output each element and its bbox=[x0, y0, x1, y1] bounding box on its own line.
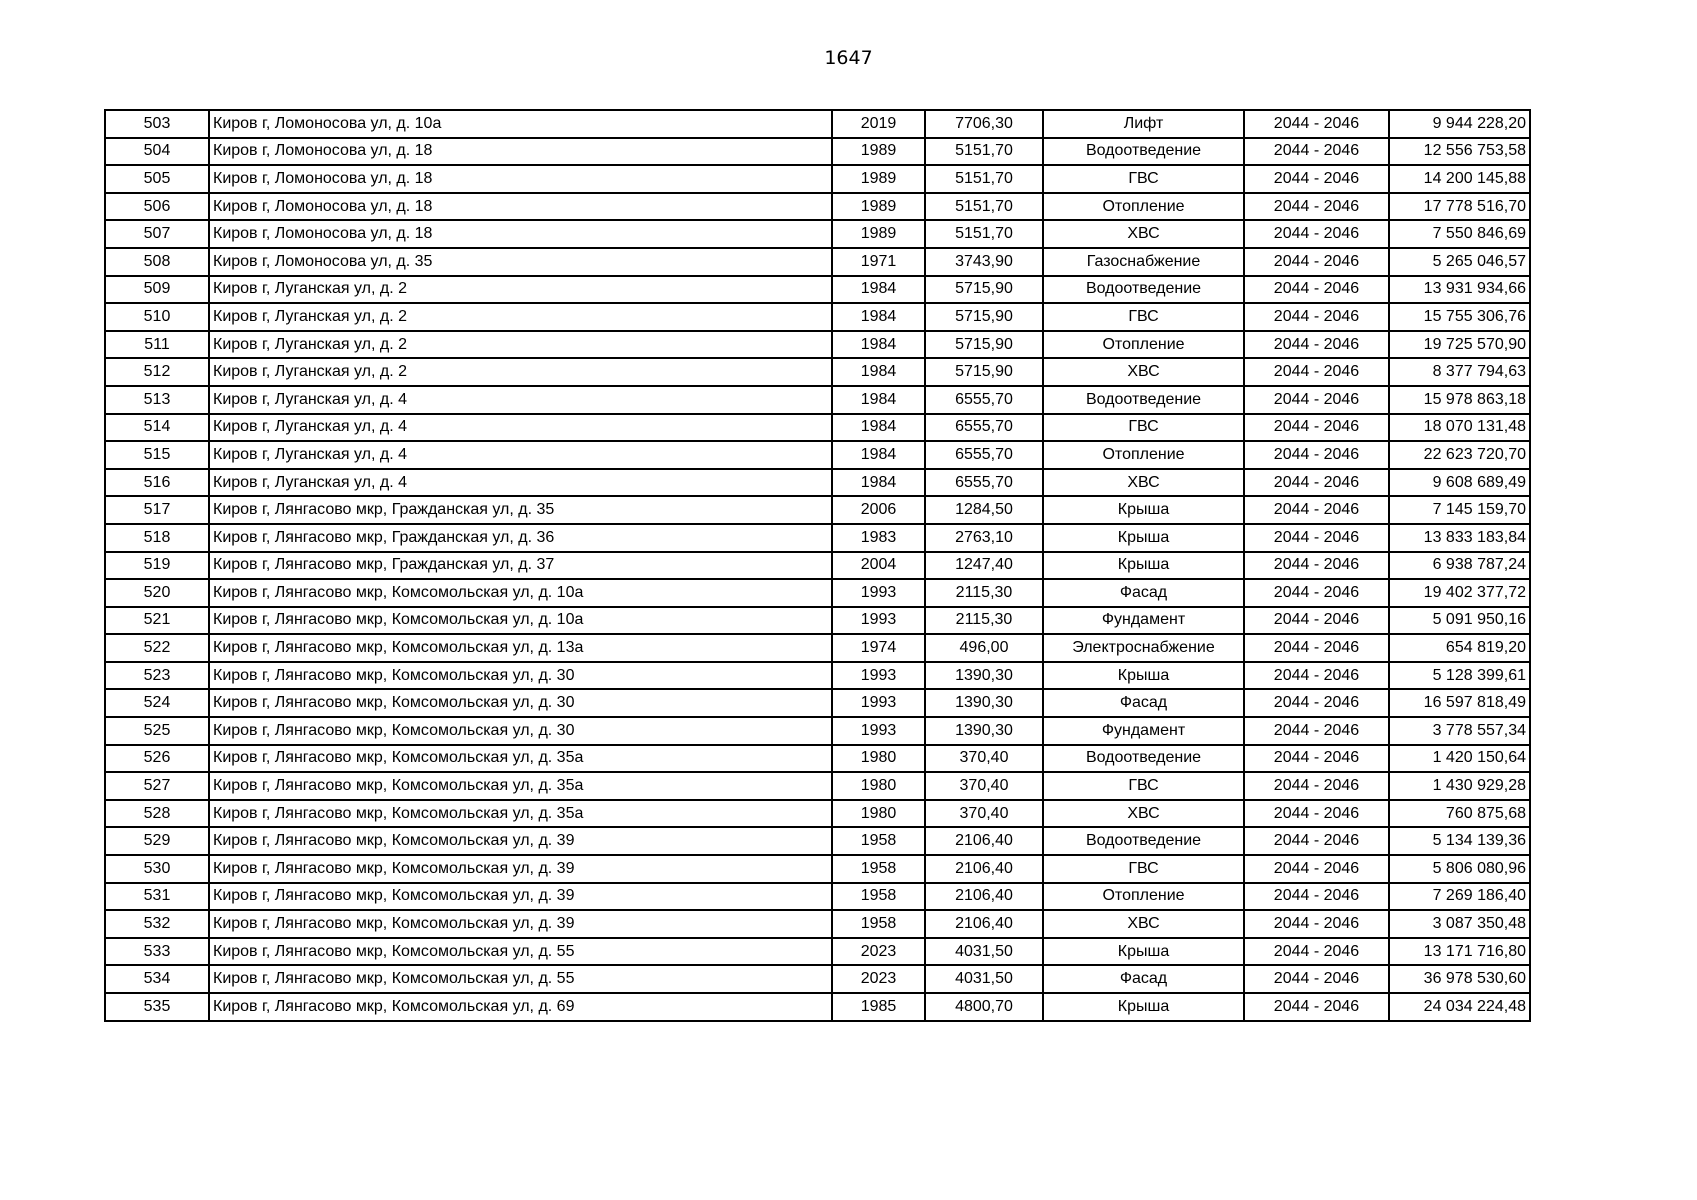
period-cell: 2044 - 2046 bbox=[1244, 745, 1389, 773]
work-type-cell: Крыша bbox=[1043, 938, 1244, 966]
table-row bbox=[105, 358, 1530, 386]
period-cell: 2044 - 2046 bbox=[1244, 800, 1389, 828]
table-row bbox=[105, 607, 1530, 635]
work-type-cell: Отопление bbox=[1043, 883, 1244, 911]
period-cell: 2044 - 2046 bbox=[1244, 965, 1389, 993]
cost-cell: 5 128 399,61 bbox=[1389, 662, 1530, 690]
table-row bbox=[105, 193, 1530, 221]
address-cell: Киров г, Ломоносова ул, д. 18 bbox=[209, 165, 832, 193]
period-cell: 2044 - 2046 bbox=[1244, 414, 1389, 442]
table-row bbox=[105, 579, 1530, 607]
work-type-cell: ГВС bbox=[1043, 414, 1244, 442]
address-cell: Киров г, Лянгасово мкр, Комсомольская ул, д. 30 bbox=[209, 689, 832, 717]
table-row bbox=[105, 138, 1530, 166]
area-cell: 1390,30 bbox=[925, 689, 1043, 717]
year-cell: 1980 bbox=[832, 745, 925, 773]
period-cell: 2044 - 2046 bbox=[1244, 717, 1389, 745]
row-number-cell: 517 bbox=[105, 496, 209, 524]
area-cell: 2106,40 bbox=[925, 883, 1043, 911]
year-cell: 1984 bbox=[832, 303, 925, 331]
table-row bbox=[105, 496, 1530, 524]
work-type-cell: Крыша bbox=[1043, 662, 1244, 690]
address-cell: Киров г, Лянгасово мкр, Комсомольская ул, д. 55 bbox=[209, 938, 832, 966]
row-number-cell: 527 bbox=[105, 772, 209, 800]
period-cell: 2044 - 2046 bbox=[1244, 110, 1389, 138]
row-number-cell: 532 bbox=[105, 910, 209, 938]
period-cell: 2044 - 2046 bbox=[1244, 552, 1389, 580]
address-cell: Киров г, Луганская ул, д. 2 bbox=[209, 303, 832, 331]
work-type-cell: Водоотведение bbox=[1043, 386, 1244, 414]
table-row bbox=[105, 910, 1530, 938]
period-cell: 2044 - 2046 bbox=[1244, 827, 1389, 855]
area-cell: 2106,40 bbox=[925, 910, 1043, 938]
table-row bbox=[105, 248, 1530, 276]
year-cell: 1958 bbox=[832, 827, 925, 855]
year-cell: 1958 bbox=[832, 855, 925, 883]
row-number-cell: 520 bbox=[105, 579, 209, 607]
table-row bbox=[105, 414, 1530, 442]
period-cell: 2044 - 2046 bbox=[1244, 910, 1389, 938]
work-type-cell: Водоотведение bbox=[1043, 276, 1244, 304]
work-type-cell: ХВС bbox=[1043, 220, 1244, 248]
work-type-cell: ГВС bbox=[1043, 303, 1244, 331]
year-cell: 1993 bbox=[832, 717, 925, 745]
cost-cell: 5 806 080,96 bbox=[1389, 855, 1530, 883]
address-cell: Киров г, Лянгасово мкр, Гражданская ул, д. 35 bbox=[209, 496, 832, 524]
area-cell: 5715,90 bbox=[925, 276, 1043, 304]
year-cell: 1993 bbox=[832, 579, 925, 607]
area-cell: 5151,70 bbox=[925, 138, 1043, 166]
address-cell: Киров г, Ломоносова ул, д. 18 bbox=[209, 138, 832, 166]
period-cell: 2044 - 2046 bbox=[1244, 634, 1389, 662]
cost-cell: 9 944 228,20 bbox=[1389, 110, 1530, 138]
row-number-cell: 530 bbox=[105, 855, 209, 883]
address-cell: Киров г, Луганская ул, д. 4 bbox=[209, 469, 832, 497]
row-number-cell: 522 bbox=[105, 634, 209, 662]
year-cell: 1989 bbox=[832, 220, 925, 248]
cost-cell: 15 755 306,76 bbox=[1389, 303, 1530, 331]
area-cell: 370,40 bbox=[925, 772, 1043, 800]
address-cell: Киров г, Лянгасово мкр, Комсомольская ул, д. 35а bbox=[209, 772, 832, 800]
area-cell: 1390,30 bbox=[925, 662, 1043, 690]
address-cell: Киров г, Ломоносова ул, д. 18 bbox=[209, 220, 832, 248]
row-number-cell: 512 bbox=[105, 358, 209, 386]
cost-cell: 24 034 224,48 bbox=[1389, 993, 1530, 1021]
work-type-cell: Отопление bbox=[1043, 193, 1244, 221]
address-cell: Киров г, Лянгасово мкр, Комсомольская ул, д. 10а bbox=[209, 579, 832, 607]
area-cell: 4031,50 bbox=[925, 938, 1043, 966]
row-number-cell: 511 bbox=[105, 331, 209, 359]
area-cell: 370,40 bbox=[925, 800, 1043, 828]
row-number-cell: 521 bbox=[105, 607, 209, 635]
cost-cell: 13 171 716,80 bbox=[1389, 938, 1530, 966]
table-row bbox=[105, 855, 1530, 883]
area-cell: 6555,70 bbox=[925, 469, 1043, 497]
work-type-cell: Газоснабжение bbox=[1043, 248, 1244, 276]
cost-cell: 654 819,20 bbox=[1389, 634, 1530, 662]
year-cell: 1984 bbox=[832, 414, 925, 442]
work-type-cell: Крыша bbox=[1043, 993, 1244, 1021]
address-cell: Киров г, Луганская ул, д. 4 bbox=[209, 441, 832, 469]
cost-cell: 7 550 846,69 bbox=[1389, 220, 1530, 248]
address-cell: Киров г, Лянгасово мкр, Комсомольская ул, д. 30 bbox=[209, 717, 832, 745]
cost-cell: 22 623 720,70 bbox=[1389, 441, 1530, 469]
period-cell: 2044 - 2046 bbox=[1244, 165, 1389, 193]
table-row bbox=[105, 276, 1530, 304]
address-cell: Киров г, Лянгасово мкр, Комсомольская ул, д. 10а bbox=[209, 607, 832, 635]
work-type-cell: ХВС bbox=[1043, 358, 1244, 386]
work-type-cell: Крыша bbox=[1043, 496, 1244, 524]
cost-cell: 1 420 150,64 bbox=[1389, 745, 1530, 773]
year-cell: 1985 bbox=[832, 993, 925, 1021]
area-cell: 6555,70 bbox=[925, 414, 1043, 442]
work-type-cell: ХВС bbox=[1043, 469, 1244, 497]
row-number-cell: 531 bbox=[105, 883, 209, 911]
cost-cell: 19 725 570,90 bbox=[1389, 331, 1530, 359]
row-number-cell: 506 bbox=[105, 193, 209, 221]
year-cell: 1958 bbox=[832, 883, 925, 911]
period-cell: 2044 - 2046 bbox=[1244, 689, 1389, 717]
period-cell: 2044 - 2046 bbox=[1244, 469, 1389, 497]
period-cell: 2044 - 2046 bbox=[1244, 993, 1389, 1021]
table-row bbox=[105, 552, 1530, 580]
area-cell: 5151,70 bbox=[925, 220, 1043, 248]
cost-cell: 8 377 794,63 bbox=[1389, 358, 1530, 386]
cost-cell: 14 200 145,88 bbox=[1389, 165, 1530, 193]
area-cell: 6555,70 bbox=[925, 386, 1043, 414]
area-cell: 2115,30 bbox=[925, 607, 1043, 635]
cost-cell: 7 145 159,70 bbox=[1389, 496, 1530, 524]
table-row bbox=[105, 441, 1530, 469]
period-cell: 2044 - 2046 bbox=[1244, 248, 1389, 276]
work-type-cell: Водоотведение bbox=[1043, 745, 1244, 773]
area-cell: 5715,90 bbox=[925, 331, 1043, 359]
address-cell: Киров г, Лянгасово мкр, Гражданская ул, д. 37 bbox=[209, 552, 832, 580]
table-row bbox=[105, 110, 1530, 138]
address-cell: Киров г, Луганская ул, д. 4 bbox=[209, 414, 832, 442]
table-row bbox=[105, 772, 1530, 800]
table-row bbox=[105, 965, 1530, 993]
row-number-cell: 509 bbox=[105, 276, 209, 304]
period-cell: 2044 - 2046 bbox=[1244, 331, 1389, 359]
cost-cell: 9 608 689,49 bbox=[1389, 469, 1530, 497]
table-row bbox=[105, 165, 1530, 193]
period-cell: 2044 - 2046 bbox=[1244, 441, 1389, 469]
cost-cell: 13 931 934,66 bbox=[1389, 276, 1530, 304]
table-row bbox=[105, 717, 1530, 745]
work-type-cell: Фасад bbox=[1043, 579, 1244, 607]
year-cell: 1983 bbox=[832, 524, 925, 552]
cost-cell: 13 833 183,84 bbox=[1389, 524, 1530, 552]
work-type-cell: Электроснабжение bbox=[1043, 634, 1244, 662]
table-row bbox=[105, 800, 1530, 828]
year-cell: 2023 bbox=[832, 965, 925, 993]
address-cell: Киров г, Лянгасово мкр, Комсомольская ул, д. 35а bbox=[209, 800, 832, 828]
row-number-cell: 525 bbox=[105, 717, 209, 745]
table-row bbox=[105, 331, 1530, 359]
work-type-cell: ГВС bbox=[1043, 772, 1244, 800]
cost-cell: 5 134 139,36 bbox=[1389, 827, 1530, 855]
work-type-cell: Крыша bbox=[1043, 552, 1244, 580]
area-cell: 5151,70 bbox=[925, 193, 1043, 221]
address-cell: Киров г, Лянгасово мкр, Комсомольская ул, д. 39 bbox=[209, 883, 832, 911]
period-cell: 2044 - 2046 bbox=[1244, 138, 1389, 166]
year-cell: 1971 bbox=[832, 248, 925, 276]
area-cell: 5715,90 bbox=[925, 303, 1043, 331]
area-cell: 3743,90 bbox=[925, 248, 1043, 276]
area-cell: 370,40 bbox=[925, 745, 1043, 773]
address-cell: Киров г, Ломоносова ул, д. 10а bbox=[209, 110, 832, 138]
area-cell: 2115,30 bbox=[925, 579, 1043, 607]
period-cell: 2044 - 2046 bbox=[1244, 607, 1389, 635]
year-cell: 2004 bbox=[832, 552, 925, 580]
area-cell: 496,00 bbox=[925, 634, 1043, 662]
period-cell: 2044 - 2046 bbox=[1244, 496, 1389, 524]
period-cell: 2044 - 2046 bbox=[1244, 386, 1389, 414]
row-number-cell: 516 bbox=[105, 469, 209, 497]
address-cell: Киров г, Луганская ул, д. 2 bbox=[209, 276, 832, 304]
row-number-cell: 515 bbox=[105, 441, 209, 469]
table-row bbox=[105, 827, 1530, 855]
year-cell: 1993 bbox=[832, 607, 925, 635]
period-cell: 2044 - 2046 bbox=[1244, 772, 1389, 800]
row-number-cell: 514 bbox=[105, 414, 209, 442]
cost-cell: 5 265 046,57 bbox=[1389, 248, 1530, 276]
row-number-cell: 507 bbox=[105, 220, 209, 248]
table-row bbox=[105, 634, 1530, 662]
cost-cell: 16 597 818,49 bbox=[1389, 689, 1530, 717]
cost-cell: 17 778 516,70 bbox=[1389, 193, 1530, 221]
year-cell: 2006 bbox=[832, 496, 925, 524]
row-number-cell: 534 bbox=[105, 965, 209, 993]
period-cell: 2044 - 2046 bbox=[1244, 579, 1389, 607]
year-cell: 2023 bbox=[832, 938, 925, 966]
cost-cell: 3 778 557,34 bbox=[1389, 717, 1530, 745]
work-type-cell: ХВС bbox=[1043, 910, 1244, 938]
row-number-cell: 505 bbox=[105, 165, 209, 193]
table-row bbox=[105, 524, 1530, 552]
address-cell: Киров г, Лянгасово мкр, Комсомольская ул, д. 30 bbox=[209, 662, 832, 690]
period-cell: 2044 - 2046 bbox=[1244, 276, 1389, 304]
table-row bbox=[105, 303, 1530, 331]
address-cell: Киров г, Ломоносова ул, д. 35 bbox=[209, 248, 832, 276]
work-type-cell: ХВС bbox=[1043, 800, 1244, 828]
period-cell: 2044 - 2046 bbox=[1244, 855, 1389, 883]
row-number-cell: 504 bbox=[105, 138, 209, 166]
cost-cell: 7 269 186,40 bbox=[1389, 883, 1530, 911]
page-number: 1647 bbox=[824, 47, 873, 69]
work-type-cell: Отопление bbox=[1043, 441, 1244, 469]
table-row bbox=[105, 662, 1530, 690]
work-type-cell: ГВС bbox=[1043, 855, 1244, 883]
area-cell: 7706,30 bbox=[925, 110, 1043, 138]
address-cell: Киров г, Лянгасово мкр, Комсомольская ул, д. 39 bbox=[209, 910, 832, 938]
row-number-cell: 513 bbox=[105, 386, 209, 414]
cost-cell: 5 091 950,16 bbox=[1389, 607, 1530, 635]
period-cell: 2044 - 2046 bbox=[1244, 938, 1389, 966]
table-row bbox=[105, 689, 1530, 717]
table-row bbox=[105, 993, 1530, 1021]
period-cell: 2044 - 2046 bbox=[1244, 662, 1389, 690]
year-cell: 1984 bbox=[832, 276, 925, 304]
cost-cell: 15 978 863,18 bbox=[1389, 386, 1530, 414]
work-type-cell: Фундамент bbox=[1043, 607, 1244, 635]
year-cell: 1984 bbox=[832, 441, 925, 469]
address-cell: Киров г, Лянгасово мкр, Комсомольская ул, д. 35а bbox=[209, 745, 832, 773]
year-cell: 1993 bbox=[832, 662, 925, 690]
table-row bbox=[105, 220, 1530, 248]
work-type-cell: Лифт bbox=[1043, 110, 1244, 138]
cost-cell: 760 875,68 bbox=[1389, 800, 1530, 828]
work-type-cell: Фасад bbox=[1043, 689, 1244, 717]
period-cell: 2044 - 2046 bbox=[1244, 303, 1389, 331]
area-cell: 2106,40 bbox=[925, 855, 1043, 883]
work-type-cell: Фундамент bbox=[1043, 717, 1244, 745]
area-cell: 2106,40 bbox=[925, 827, 1043, 855]
cost-cell: 1 430 929,28 bbox=[1389, 772, 1530, 800]
year-cell: 1984 bbox=[832, 469, 925, 497]
year-cell: 1984 bbox=[832, 331, 925, 359]
table-row bbox=[105, 469, 1530, 497]
table-row bbox=[105, 883, 1530, 911]
area-cell: 1390,30 bbox=[925, 717, 1043, 745]
year-cell: 2019 bbox=[832, 110, 925, 138]
area-cell: 5151,70 bbox=[925, 165, 1043, 193]
cost-cell: 19 402 377,72 bbox=[1389, 579, 1530, 607]
cost-cell: 36 978 530,60 bbox=[1389, 965, 1530, 993]
cost-cell: 18 070 131,48 bbox=[1389, 414, 1530, 442]
table-row bbox=[105, 938, 1530, 966]
address-cell: Киров г, Лянгасово мкр, Комсомольская ул, д. 69 bbox=[209, 993, 832, 1021]
cost-cell: 3 087 350,48 bbox=[1389, 910, 1530, 938]
repair-schedule-table bbox=[104, 109, 1531, 1022]
area-cell: 1284,50 bbox=[925, 496, 1043, 524]
year-cell: 1989 bbox=[832, 165, 925, 193]
area-cell: 4800,70 bbox=[925, 993, 1043, 1021]
work-type-cell: Отопление bbox=[1043, 331, 1244, 359]
row-number-cell: 508 bbox=[105, 248, 209, 276]
work-type-cell: ГВС bbox=[1043, 165, 1244, 193]
row-number-cell: 518 bbox=[105, 524, 209, 552]
address-cell: Киров г, Лянгасово мкр, Гражданская ул, д. 36 bbox=[209, 524, 832, 552]
address-cell: Киров г, Луганская ул, д. 2 bbox=[209, 331, 832, 359]
row-number-cell: 524 bbox=[105, 689, 209, 717]
period-cell: 2044 - 2046 bbox=[1244, 524, 1389, 552]
area-cell: 4031,50 bbox=[925, 965, 1043, 993]
year-cell: 1974 bbox=[832, 634, 925, 662]
year-cell: 1984 bbox=[832, 358, 925, 386]
row-number-cell: 523 bbox=[105, 662, 209, 690]
work-type-cell: Водоотведение bbox=[1043, 827, 1244, 855]
period-cell: 2044 - 2046 bbox=[1244, 193, 1389, 221]
address-cell: Киров г, Лянгасово мкр, Комсомольская ул, д. 39 bbox=[209, 855, 832, 883]
address-cell: Киров г, Ломоносова ул, д. 18 bbox=[209, 193, 832, 221]
row-number-cell: 526 bbox=[105, 745, 209, 773]
cost-cell: 12 556 753,58 bbox=[1389, 138, 1530, 166]
area-cell: 6555,70 bbox=[925, 441, 1043, 469]
period-cell: 2044 - 2046 bbox=[1244, 883, 1389, 911]
year-cell: 1984 bbox=[832, 386, 925, 414]
area-cell: 5715,90 bbox=[925, 358, 1043, 386]
year-cell: 1958 bbox=[832, 910, 925, 938]
work-type-cell: Крыша bbox=[1043, 524, 1244, 552]
table-body bbox=[105, 110, 1530, 1021]
cost-cell: 6 938 787,24 bbox=[1389, 552, 1530, 580]
row-number-cell: 510 bbox=[105, 303, 209, 331]
row-number-cell: 535 bbox=[105, 993, 209, 1021]
row-number-cell: 503 bbox=[105, 110, 209, 138]
period-cell: 2044 - 2046 bbox=[1244, 358, 1389, 386]
year-cell: 1980 bbox=[832, 772, 925, 800]
table-row bbox=[105, 386, 1530, 414]
address-cell: Киров г, Лянгасово мкр, Комсомольская ул, д. 55 bbox=[209, 965, 832, 993]
row-number-cell: 533 bbox=[105, 938, 209, 966]
year-cell: 1989 bbox=[832, 138, 925, 166]
work-type-cell: Водоотведение bbox=[1043, 138, 1244, 166]
address-cell: Киров г, Луганская ул, д. 4 bbox=[209, 386, 832, 414]
row-number-cell: 529 bbox=[105, 827, 209, 855]
table-row bbox=[105, 745, 1530, 773]
address-cell: Киров г, Лянгасово мкр, Комсомольская ул, д. 13а bbox=[209, 634, 832, 662]
year-cell: 1993 bbox=[832, 689, 925, 717]
year-cell: 1989 bbox=[832, 193, 925, 221]
address-cell: Киров г, Луганская ул, д. 2 bbox=[209, 358, 832, 386]
work-type-cell: Фасад bbox=[1043, 965, 1244, 993]
area-cell: 2763,10 bbox=[925, 524, 1043, 552]
period-cell: 2044 - 2046 bbox=[1244, 220, 1389, 248]
row-number-cell: 519 bbox=[105, 552, 209, 580]
year-cell: 1980 bbox=[832, 800, 925, 828]
address-cell: Киров г, Лянгасово мкр, Комсомольская ул, д. 39 bbox=[209, 827, 832, 855]
area-cell: 1247,40 bbox=[925, 552, 1043, 580]
row-number-cell: 528 bbox=[105, 800, 209, 828]
